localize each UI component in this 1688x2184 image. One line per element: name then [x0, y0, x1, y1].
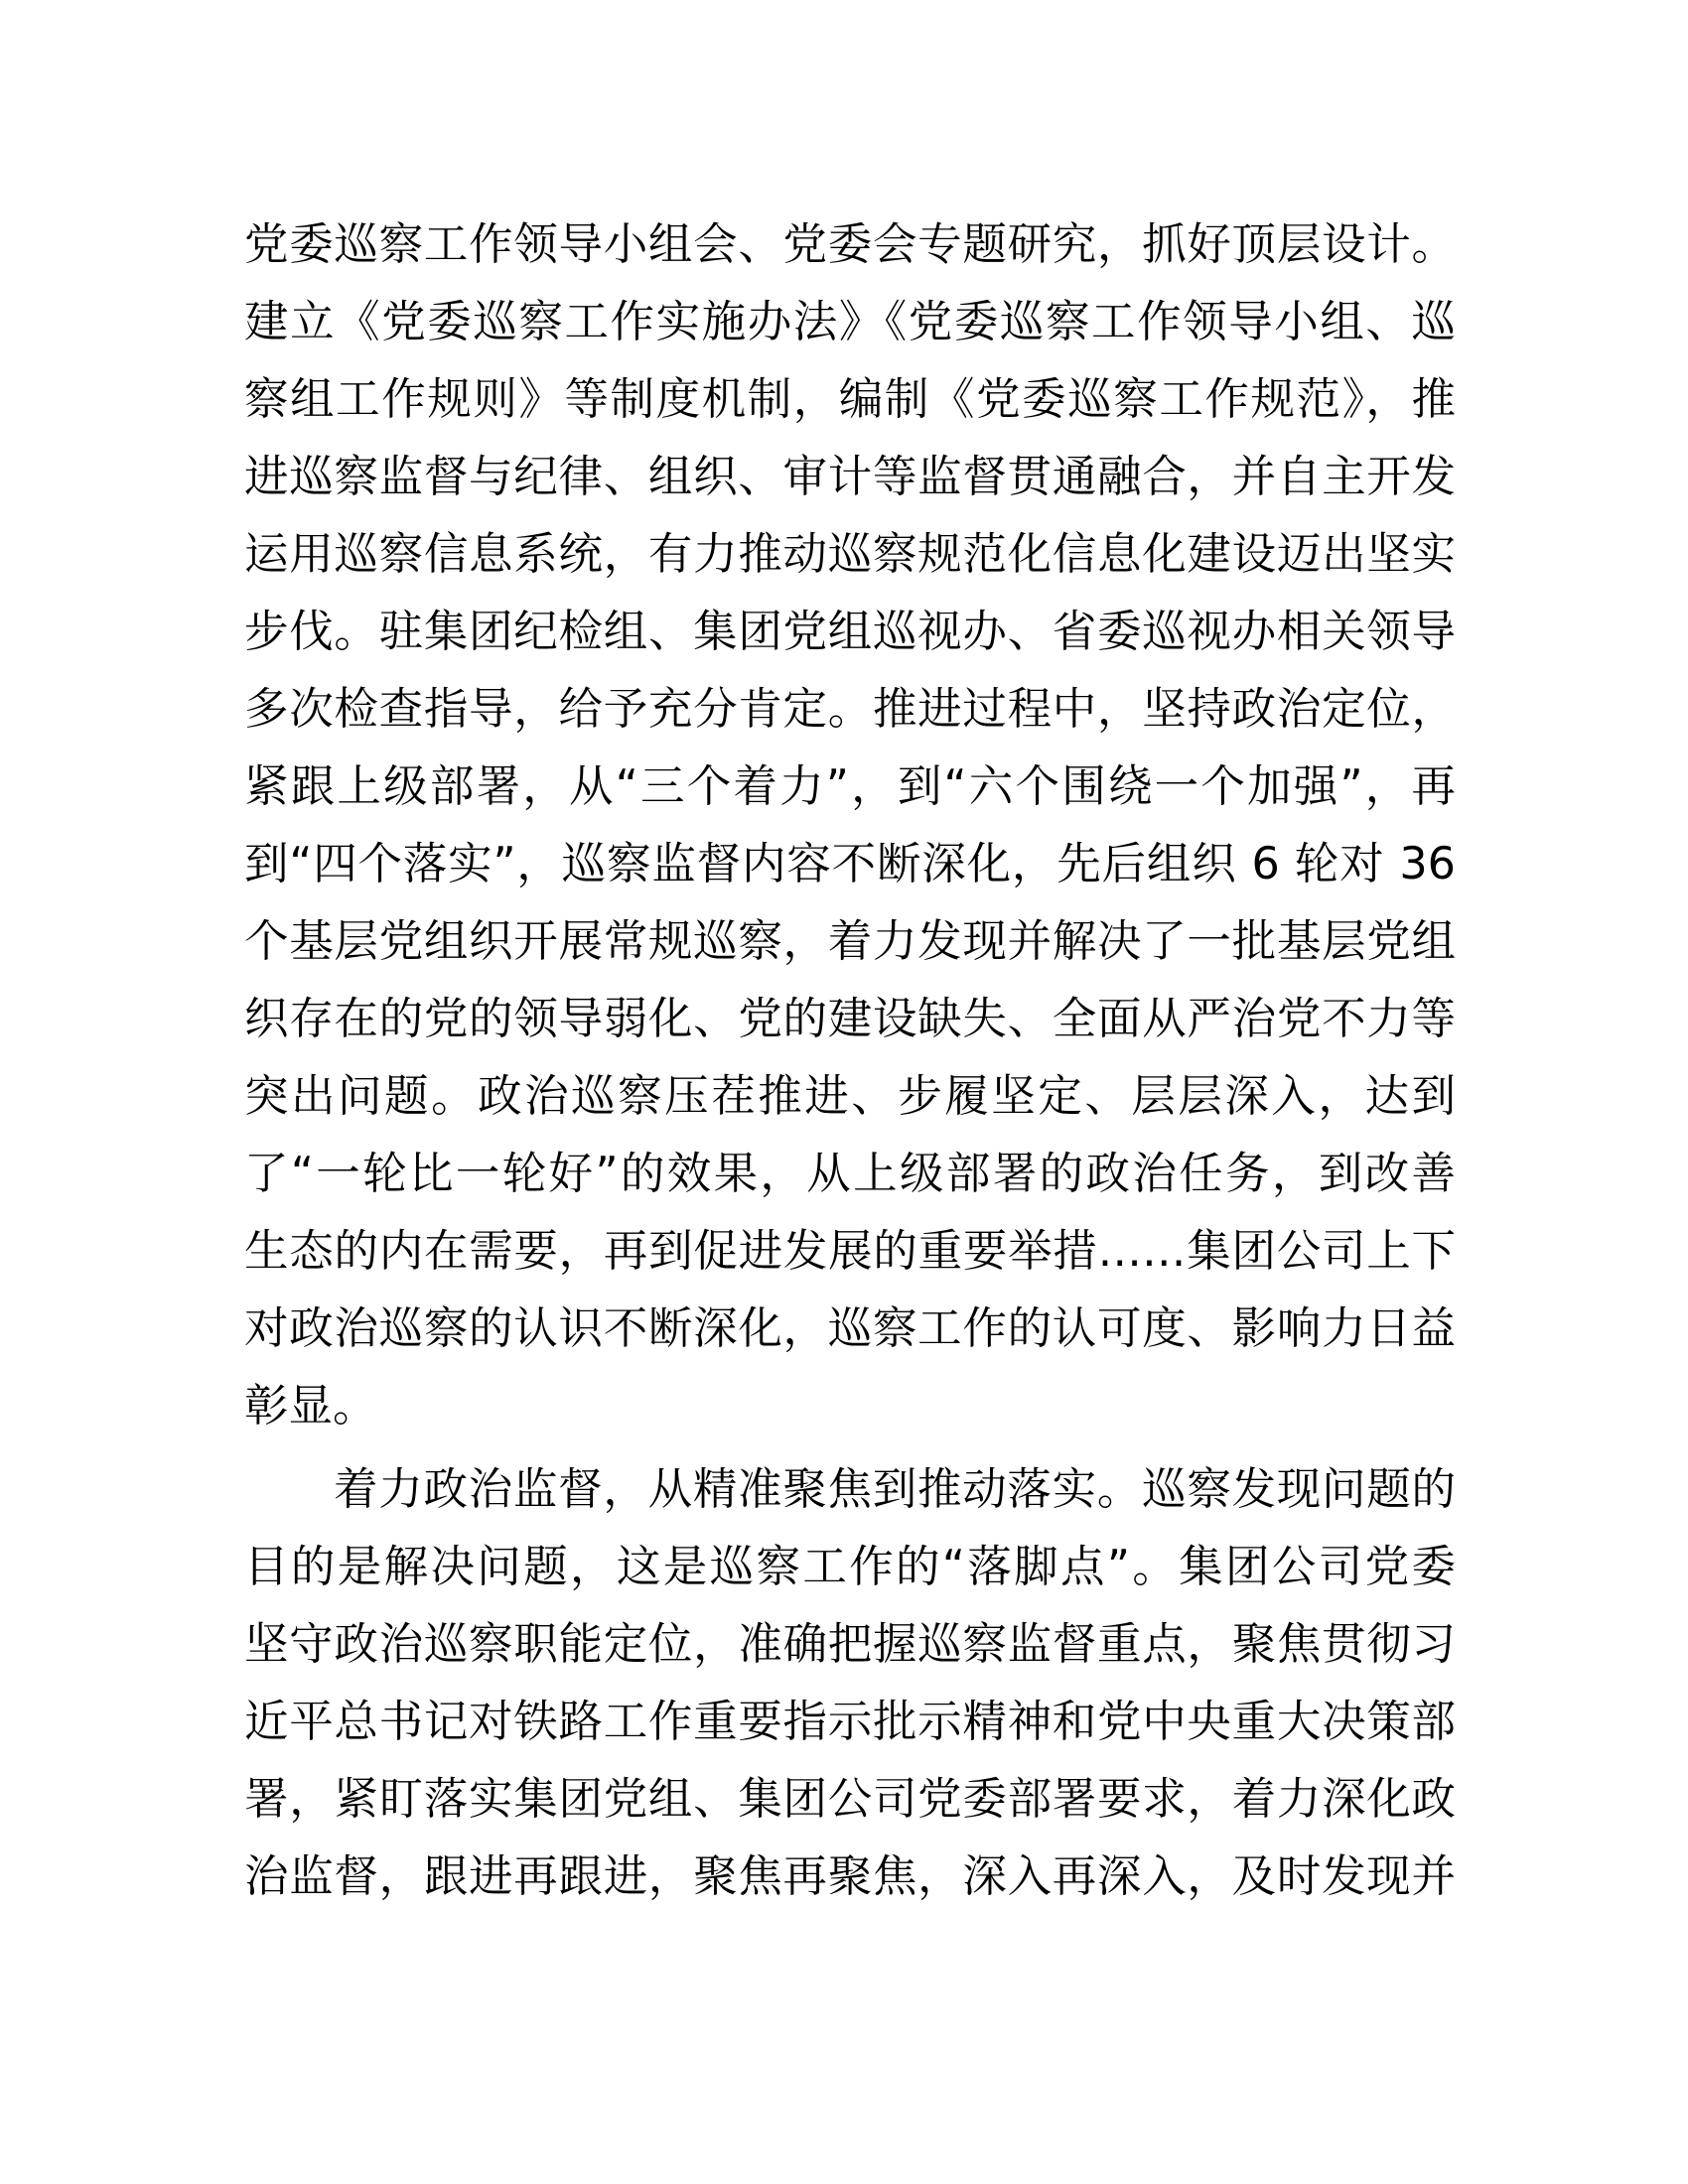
paragraph-2	[244, 1451, 1456, 1916]
paragraph-1-line-5: 运用巡察信息系统，有力推动巡察规范化信息化建设迈出坚实	[244, 529, 1456, 580]
paragraph-1-line-16: 彰显。	[244, 1381, 377, 1432]
paragraph-1-line-12: 突出问题。政治巡察压茬推进、步履坚定、层层深入，达到	[244, 1071, 1456, 1122]
paragraph-2-line-1: 着力政治监督，从精准聚焦到推动落实。巡察发现问题的	[334, 1464, 1456, 1515]
paragraph-1-line-14: 生态的内在需要，再到促进发展的重要举措……集团公司上下	[244, 1226, 1456, 1277]
paragraph-1-line-6: 步伐。驻集团纪检组、集团党组巡视办、省委巡视办相关领导	[244, 607, 1456, 657]
paragraph-2-line-6: 治监督，跟进再跟进，聚焦再聚焦，深入再深入，及时发现并	[244, 1851, 1456, 1902]
paragraph-1-line-9: 到“四个落实”，巡察监督内容不断深化，先后组织 6 轮对 36	[244, 839, 1456, 889]
paragraph-2-line-3: 坚守政治巡察职能定位，准确把握巡察监督重点，聚焦贯彻习	[244, 1619, 1456, 1670]
paragraph-1-line-4: 进巡察监督与纪律、组织、审计等监督贯通融合，并自主开发	[244, 452, 1456, 502]
paragraph-1-line-11: 织存在的党的领导弱化、党的建设缺失、全面从严治党不力等	[244, 994, 1456, 1044]
paragraph-1-line-1: 党委巡察工作领导小组会、党委会专题研究，抓好顶层设计。	[244, 219, 1456, 270]
paragraph-2-line-4: 近平总书记对铁路工作重要指示批示精神和党中央重大决策部	[244, 1697, 1456, 1747]
paragraph-1-line-2: 建立《党委巡察工作实施办法》《党委巡察工作领导小组、巡	[244, 297, 1456, 347]
paragraph-1-line-8: 紧跟上级部署，从“三个着力”，到“六个围绕一个加强”，再	[244, 761, 1456, 812]
paragraph-1-line-10: 个基层党组织开展常规巡察，着力发现并解决了一批基层党组	[244, 916, 1456, 967]
paragraph-2-line-2: 目的是解决问题，这是巡察工作的“落脚点”。集团公司党委	[244, 1542, 1456, 1592]
paragraph-1-line-3: 察组工作规则》等制度机制，编制《党委巡察工作规范》，推	[244, 374, 1456, 425]
paragraph-2-line-5: 署，紧盯落实集团党组、集团公司党委部署要求，着力深化政	[244, 1774, 1456, 1825]
paragraph-1	[244, 206, 1456, 1445]
paragraph-1-line-15: 对政治巡察的认识不断深化，巡察工作的认可度、影响力日益	[244, 1303, 1456, 1354]
paragraph-1-line-7: 多次检查指导，给予充分肯定。推进过程中，坚持政治定位，	[244, 684, 1456, 735]
paragraph-1-line-13: 了“一轮比一轮好”的效果，从上级部署的政治任务，到改善	[244, 1149, 1456, 1199]
